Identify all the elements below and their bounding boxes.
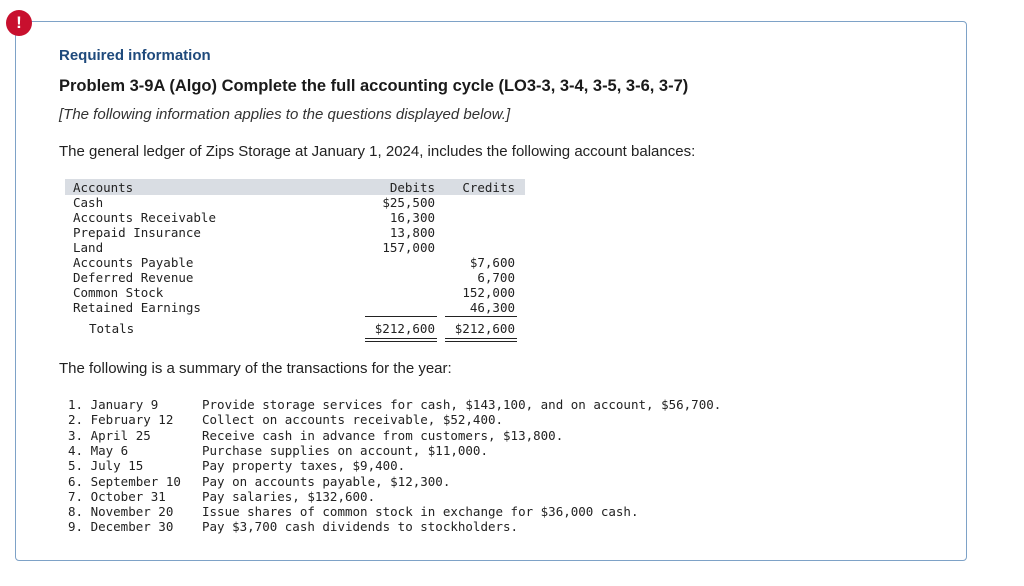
double-rule-credit-1 xyxy=(445,338,517,339)
ledger-row-debit: 13,800 xyxy=(389,225,435,240)
ledger-row-account: Cash xyxy=(73,195,104,210)
ledger-row-account: Common Stock xyxy=(73,285,164,300)
ledger-row-debit: 16,300 xyxy=(389,210,435,225)
header-debits: Debits xyxy=(389,180,435,195)
transaction-date: 7. October 31 xyxy=(68,488,166,504)
info-note: [The following information applies to the questions displayed below.] xyxy=(59,106,511,123)
ledger-row-account: Accounts Payable xyxy=(73,255,194,270)
ledger-row-credit: 46,300 xyxy=(469,300,515,315)
transaction-date: 6. September 10 xyxy=(68,473,181,489)
ledger-row-account: Land xyxy=(73,240,104,255)
ledger-row-credit xyxy=(447,240,515,255)
subtotal-rule-debit xyxy=(365,316,437,317)
transaction-description: Pay $3,700 cash dividends to stockholders. xyxy=(202,519,519,535)
transaction-description: Purchase supplies on account, $11,000. xyxy=(202,442,488,458)
transaction-description: Pay on accounts payable, $12,300. xyxy=(202,473,451,489)
totals-credit: $212,600 xyxy=(454,321,515,336)
transaction-date: 3. April 25 xyxy=(68,427,151,443)
ledger-row-credit xyxy=(447,210,515,225)
problem-title: Problem 3-9A (Algo) Complete the full accounting cycle (LO3-3, 3-4, 3-5, 3-6, 3-7) xyxy=(59,77,689,95)
ledger-row-account: Deferred Revenue xyxy=(73,270,194,285)
transaction-description: Issue shares of common stock in exchange for $36,000 cash. xyxy=(202,504,639,520)
transaction-date: 9. December 30 xyxy=(68,519,174,535)
transaction-description: Provide storage services for cash, $143,100, and on account, $56,700. xyxy=(202,397,722,412)
totals-label: Totals xyxy=(89,321,135,336)
transaction-date: 4. May 6 xyxy=(68,442,129,458)
ledger-row-credit xyxy=(447,195,515,210)
header-accounts: Accounts xyxy=(73,180,134,195)
ledger-row-account: Prepaid Insurance xyxy=(73,225,201,240)
ledger-row-account: Retained Earnings xyxy=(73,300,201,315)
ledger-row-debit: $25,500 xyxy=(382,195,435,210)
alert-icon: ! xyxy=(6,10,32,36)
transaction-date: 5. July 15 xyxy=(68,458,144,474)
transaction-description: Pay salaries, $132,600. xyxy=(202,488,376,504)
double-rule-debit-1 xyxy=(365,338,437,339)
transaction-description: Collect on accounts receivable, $52,400. xyxy=(202,412,504,428)
ledger-row-account: Accounts Receivable xyxy=(73,210,216,225)
ledger-row-debit xyxy=(371,270,435,285)
transaction-date: 8. November 20 xyxy=(68,504,174,520)
ledger-row-debit: 157,000 xyxy=(382,240,435,255)
ledger-intro-text: The general ledger of Zips Storage at January 1, 2024, includes the following account balances: xyxy=(59,143,696,160)
ledger-row-debit xyxy=(371,300,435,315)
ledger-row-credit xyxy=(447,225,515,240)
ledger-row-credit: 6,700 xyxy=(477,270,515,285)
ledger-row-credit: $7,600 xyxy=(469,255,515,270)
ledger-row-debit xyxy=(371,285,435,300)
transaction-date: 2. February 12 xyxy=(68,412,174,428)
transaction-description: Pay property taxes, $9,400. xyxy=(202,458,406,474)
ledger-row-debit xyxy=(371,255,435,270)
transaction-date: 1. January 9 xyxy=(68,397,159,412)
transaction-description: Receive cash in advance from customers, $13,800. xyxy=(202,427,564,443)
subtotal-rule-credit xyxy=(445,316,517,317)
double-rule-debit-2 xyxy=(365,341,437,342)
ledger-row-credit: 152,000 xyxy=(462,285,515,300)
double-rule-credit-2 xyxy=(445,341,517,342)
header-credits: Credits xyxy=(462,180,515,195)
transactions-summary-title: The following is a summary of the transactions for the year: xyxy=(59,360,452,377)
required-information-title: Required information xyxy=(59,47,211,64)
totals-debit: $212,600 xyxy=(374,321,435,336)
